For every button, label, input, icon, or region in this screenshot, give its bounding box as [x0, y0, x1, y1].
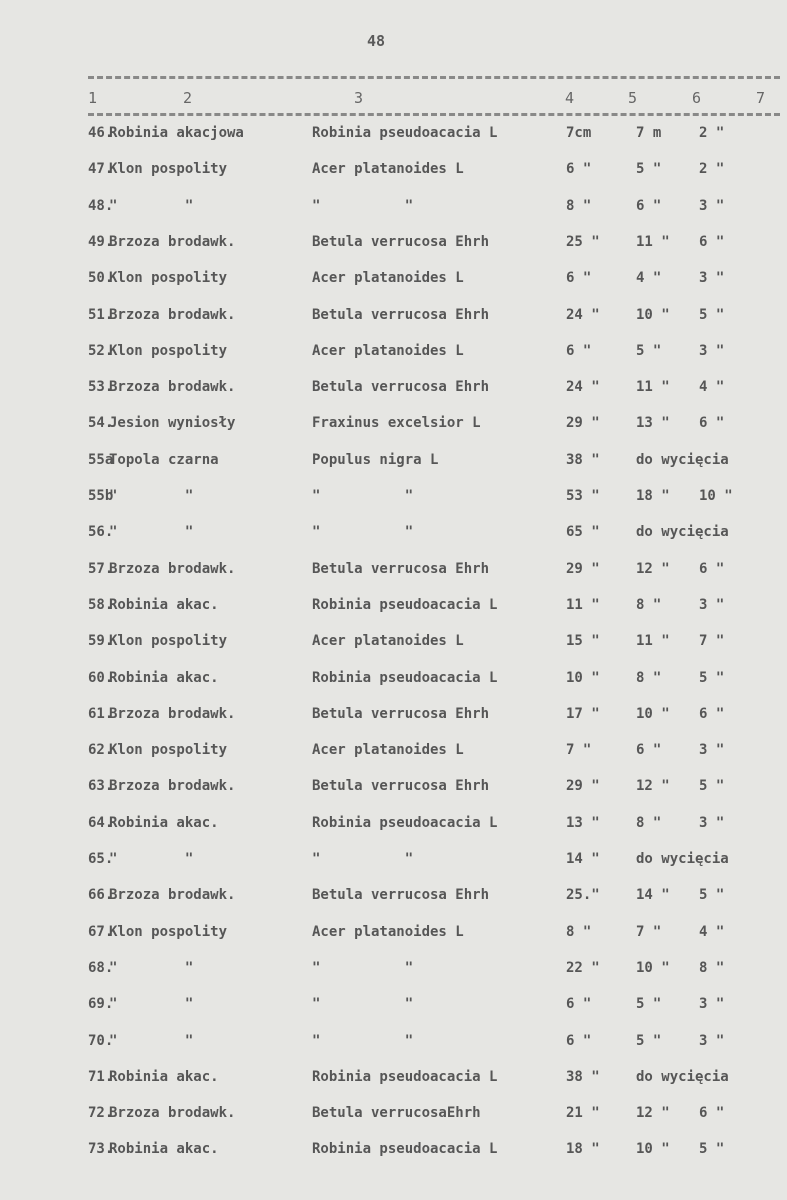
polish-name: Brzoza brodawk.	[109, 233, 236, 250]
latin-name: Robinia pseudoacacia L	[312, 596, 498, 613]
column-header-5: 5	[628, 89, 638, 107]
remark: do wycięcia	[636, 451, 729, 468]
page-number: 48	[367, 32, 386, 50]
row-number: 71.	[88, 1068, 114, 1085]
column-6-value: 5 "	[699, 1141, 725, 1158]
column-6-value: 3 "	[699, 342, 725, 359]
polish-name: Klon pospolity	[109, 161, 228, 178]
latin-name: Betula verrucosa Ehrh	[312, 306, 490, 323]
row-number: 47.	[88, 161, 114, 178]
column-5-value: 4 "	[636, 270, 662, 287]
column-header-2: 2	[183, 89, 193, 107]
row-number: 68.	[88, 959, 114, 976]
row-number: 67.	[88, 923, 114, 940]
latin-name: Populus nigra L	[312, 451, 439, 468]
column-header-7: 7	[756, 89, 766, 107]
column-4-value: 24 "	[566, 306, 600, 323]
column-5-value: 11 "	[636, 379, 670, 396]
column-4-value: 7cm	[566, 125, 592, 141]
row-number: 46.	[88, 125, 114, 141]
column-5-value: 13 "	[636, 415, 670, 432]
column-6-value: 3 "	[699, 996, 725, 1013]
polish-name: " "	[109, 996, 194, 1013]
latin-name: Betula verrucosa Ehrh	[312, 560, 490, 577]
column-5-value: 5 "	[636, 161, 662, 178]
row-number: 66.	[88, 887, 114, 904]
latin-name: " "	[312, 488, 414, 504]
column-4-value: 53 "	[566, 488, 600, 504]
row-number: 55b	[88, 488, 114, 504]
polish-name: Robinia akac.	[109, 596, 219, 613]
column-header-6: 6	[692, 89, 702, 107]
polish-name: Klon pospolity	[109, 342, 228, 359]
column-4-value: 24 "	[566, 379, 600, 396]
column-4-value: 14 "	[566, 851, 600, 867]
column-6-value: 3 "	[699, 270, 725, 287]
column-6-value: 4 "	[699, 923, 725, 940]
row-number: 64.	[88, 814, 114, 831]
latin-name: " "	[312, 197, 414, 214]
column-6-value: 2 "	[699, 161, 725, 178]
column-4-value: 10 "	[566, 669, 600, 686]
polish-name: " "	[109, 488, 194, 504]
column-6-value: 10 "	[699, 488, 733, 504]
column-4-value: 7 "	[566, 742, 592, 759]
latin-name: Acer platanoides L	[312, 342, 464, 359]
column-6-value: 6 "	[699, 415, 725, 432]
remark: do wycięcia	[636, 851, 729, 867]
column-5-value: 6 "	[636, 742, 662, 759]
column-6-value: 3 "	[699, 1032, 725, 1049]
column-5-value: 7 m	[636, 125, 662, 141]
row-number: 58.	[88, 596, 114, 613]
column-6-value: 2 "	[699, 125, 725, 141]
row-number: 61.	[88, 705, 114, 722]
column-6-value: 5 "	[699, 669, 725, 686]
remark: do wycięcia	[636, 524, 729, 541]
column-4-value: 8 "	[566, 197, 592, 214]
row-number: 52.	[88, 342, 114, 359]
row-number: 48.	[88, 197, 114, 214]
polish-name: Brzoza brodawk.	[109, 560, 236, 577]
column-4-value: 25."	[566, 887, 600, 904]
polish-name: " "	[109, 524, 194, 541]
polish-name: Klon pospolity	[109, 633, 228, 650]
column-5-value: 8 "	[636, 814, 662, 831]
polish-name: " "	[109, 851, 194, 867]
column-6-value: 3 "	[699, 197, 725, 214]
polish-name: Robinia akac.	[109, 1068, 219, 1085]
row-number: 72.	[88, 1105, 114, 1122]
column-6-value: 3 "	[699, 596, 725, 613]
column-5-value: 10 "	[636, 705, 670, 722]
polish-name: Jesion wyniosły	[109, 415, 236, 432]
polish-name: Robinia akac.	[109, 814, 219, 831]
polish-name: Brzoza brodawk.	[109, 778, 236, 795]
column-4-value: 11 "	[566, 596, 600, 613]
column-4-value: 6 "	[566, 1032, 592, 1049]
column-4-value: 38 "	[566, 1068, 600, 1085]
row-number: 49.	[88, 233, 114, 250]
column-5-value: 10 "	[636, 959, 670, 976]
column-4-value: 29 "	[566, 415, 600, 432]
column-5-value: 14 "	[636, 887, 670, 904]
column-4-value: 25 "	[566, 233, 600, 250]
row-number: 57.	[88, 560, 114, 577]
column-4-value: 15 "	[566, 633, 600, 650]
column-5-value: 12 "	[636, 560, 670, 577]
latin-name: " "	[312, 851, 414, 867]
row-number: 70.	[88, 1032, 114, 1049]
column-6-value: 3 "	[699, 742, 725, 759]
header-top-rule	[88, 76, 780, 79]
latin-name: Robinia pseudoacacia L	[312, 125, 498, 141]
column-6-value: 4 "	[699, 379, 725, 396]
latin-name: Betula verrucosa Ehrh	[312, 887, 490, 904]
latin-name: Betula verrucosa Ehrh	[312, 705, 490, 722]
column-6-value: 6 "	[699, 1105, 725, 1122]
column-5-value: 12 "	[636, 778, 670, 795]
column-4-value: 6 "	[566, 161, 592, 178]
latin-name: Acer platanoides L	[312, 161, 464, 178]
column-4-value: 21 "	[566, 1105, 600, 1122]
latin-name: " "	[312, 996, 414, 1013]
column-header-1: 1	[88, 89, 98, 107]
latin-name: " "	[312, 524, 414, 541]
polish-name: Klon pospolity	[109, 270, 228, 287]
column-4-value: 17 "	[566, 705, 600, 722]
polish-name: Robinia akac.	[109, 1141, 219, 1158]
latin-name: Robinia pseudoacacia L	[312, 1141, 498, 1158]
row-number: 50.	[88, 270, 114, 287]
column-5-value: 8 "	[636, 669, 662, 686]
column-4-value: 22 "	[566, 959, 600, 976]
column-5-value: 5 "	[636, 1032, 662, 1049]
latin-name: Betula verrucosa Ehrh	[312, 233, 490, 250]
polish-name: Brzoza brodawk.	[109, 705, 236, 722]
latin-name: Acer platanoides L	[312, 270, 464, 287]
column-4-value: 8 "	[566, 923, 592, 940]
row-number: 60.	[88, 669, 114, 686]
latin-name: Robinia pseudoacacia L	[312, 669, 498, 686]
row-number: 54.	[88, 415, 114, 432]
latin-name: " "	[312, 959, 414, 976]
polish-name: Brzoza brodawk.	[109, 887, 236, 904]
column-header-3: 3	[354, 89, 364, 107]
polish-name: " "	[109, 959, 194, 976]
column-5-value: 12 "	[636, 1105, 670, 1122]
column-header-4: 4	[565, 89, 575, 107]
polish-name: Brzoza brodawk.	[109, 379, 236, 396]
polish-name: Klon pospolity	[109, 923, 228, 940]
column-6-value: 5 "	[699, 778, 725, 795]
column-5-value: 11 "	[636, 233, 670, 250]
polish-name: " "	[109, 1032, 194, 1049]
row-number: 55a	[88, 451, 114, 468]
column-5-value: 7 "	[636, 923, 662, 940]
column-5-value: 10 "	[636, 306, 670, 323]
latin-name: Robinia pseudoacacia L	[312, 1068, 498, 1085]
polish-name: Robinia akacjowa	[109, 125, 244, 141]
latin-name: Acer platanoides L	[312, 742, 464, 759]
latin-name: Acer platanoides L	[312, 633, 464, 650]
column-6-value: 3 "	[699, 814, 725, 831]
column-6-value: 5 "	[699, 887, 725, 904]
row-number: 63.	[88, 778, 114, 795]
column-4-value: 13 "	[566, 814, 600, 831]
row-number: 73.	[88, 1141, 114, 1158]
column-4-value: 6 "	[566, 996, 592, 1013]
column-5-value: 18 "	[636, 488, 670, 504]
remark: do wycięcia	[636, 1068, 729, 1085]
column-4-value: 29 "	[566, 778, 600, 795]
polish-name: Robinia akac.	[109, 669, 219, 686]
row-number: 65.	[88, 851, 114, 867]
column-5-value: 6 "	[636, 197, 662, 214]
column-5-value: 10 "	[636, 1141, 670, 1158]
latin-name: Acer platanoides L	[312, 923, 464, 940]
column-6-value: 6 "	[699, 705, 725, 722]
column-4-value: 18 "	[566, 1141, 600, 1158]
row-number: 62.	[88, 742, 114, 759]
column-6-value: 6 "	[699, 560, 725, 577]
latin-name: Fraxinus excelsior L	[312, 415, 481, 432]
latin-name: Betula verrucosa Ehrh	[312, 379, 490, 396]
latin-name: Betula verrucosa Ehrh	[312, 778, 490, 795]
column-4-value: 6 "	[566, 270, 592, 287]
row-number: 56.	[88, 524, 114, 541]
row-number: 69.	[88, 996, 114, 1013]
latin-name: Robinia pseudoacacia L	[312, 814, 498, 831]
column-5-value: 11 "	[636, 633, 670, 650]
column-4-value: 29 "	[566, 560, 600, 577]
polish-name: Brzoza brodawk.	[109, 306, 236, 323]
row-number: 53.	[88, 379, 114, 396]
polish-name: Klon pospolity	[109, 742, 228, 759]
column-6-value: 5 "	[699, 306, 725, 323]
column-6-value: 6 "	[699, 233, 725, 250]
row-number: 51.	[88, 306, 114, 323]
column-6-value: 8 "	[699, 959, 725, 976]
column-6-value: 7 "	[699, 633, 725, 650]
column-4-value: 38 "	[566, 451, 600, 468]
column-5-value: 5 "	[636, 996, 662, 1013]
latin-name: " "	[312, 1032, 414, 1049]
column-4-value: 6 "	[566, 342, 592, 359]
header-bottom-rule	[88, 113, 780, 116]
latin-name: Betula verrucosaEhrh	[312, 1105, 481, 1122]
column-5-value: 8 "	[636, 596, 662, 613]
column-5-value: 5 "	[636, 342, 662, 359]
column-4-value: 65 "	[566, 524, 600, 541]
row-number: 59.	[88, 633, 114, 650]
polish-name: " "	[109, 197, 194, 214]
polish-name: Brzoza brodawk.	[109, 1105, 236, 1122]
polish-name: Topola czarna	[109, 451, 219, 468]
